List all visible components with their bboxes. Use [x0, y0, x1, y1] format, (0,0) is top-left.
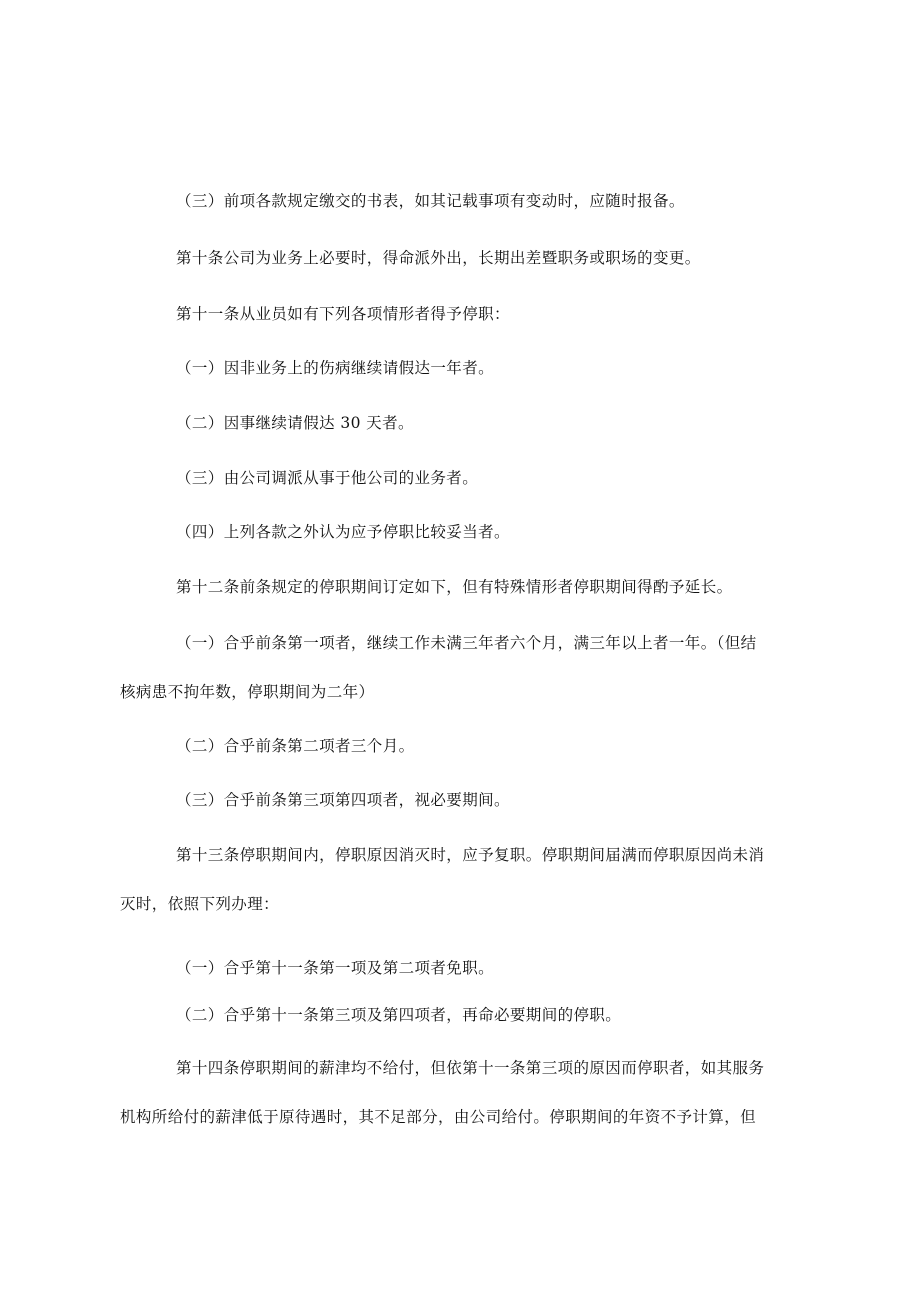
paragraph-line: （二）因事继续请假达 30 天者。 [176, 414, 414, 432]
paragraph-line: 第十一条从业员如有下列各项情形者得予停职： [176, 305, 510, 323]
paragraph-line: 第十二条前条规定的停职期间订定如下，但有特殊情形者停职期间得酌予延长。 [176, 578, 733, 596]
paragraph-line: 第十四条停职期间的薪津均不给付，但依第十一条第三项的原因而停职者，如其服务 [176, 1059, 765, 1077]
paragraph-line: 核病患不拘年数，停职期间为二年） [120, 683, 375, 701]
paragraph-line: 机构所给付的薪津低于原待遇时，其不足部分，由公司给付。停职期间的年资不予计算，但 [120, 1108, 757, 1126]
paragraph-line: （四）上列各款之外认为应予停职比较妥当者。 [176, 523, 510, 541]
paragraph-line: 第十条公司为业务上必要时，得命派外出，长期出差暨职务或职场的变更。 [176, 249, 701, 267]
paragraph-line: （三）前项各款规定缴交的书表，如其记载事项有变动时，应随时报备。 [176, 192, 685, 210]
paragraph-line: （三）合乎前条第三项第四项者，视必要期间。 [176, 791, 510, 809]
paragraph-line: 灭时，依照下列办理： [120, 895, 280, 913]
paragraph-line: （二）合乎第十一条第三项及第四项者，再命必要期间的停职。 [176, 1006, 622, 1024]
paragraph-line: （二）合乎前条第二项者三个月。 [176, 737, 415, 755]
paragraph-line: （一）合乎前条第一项者，继续工作未满三年者六个月，满三年以上者一年。（但结 [176, 634, 757, 652]
paragraph-line: （一）合乎第十一条第一项及第二项者免职。 [176, 959, 495, 977]
paragraph-line: 第十三条停职期间内，停职原因消灭时，应予复职。停职期间届满而停职原因尚未消 [176, 846, 765, 864]
paragraph-line: （一）因非业务上的伤病继续请假达一年者。 [176, 359, 495, 377]
paragraph-line: （三）由公司调派从事于他公司的业务者。 [176, 469, 479, 487]
